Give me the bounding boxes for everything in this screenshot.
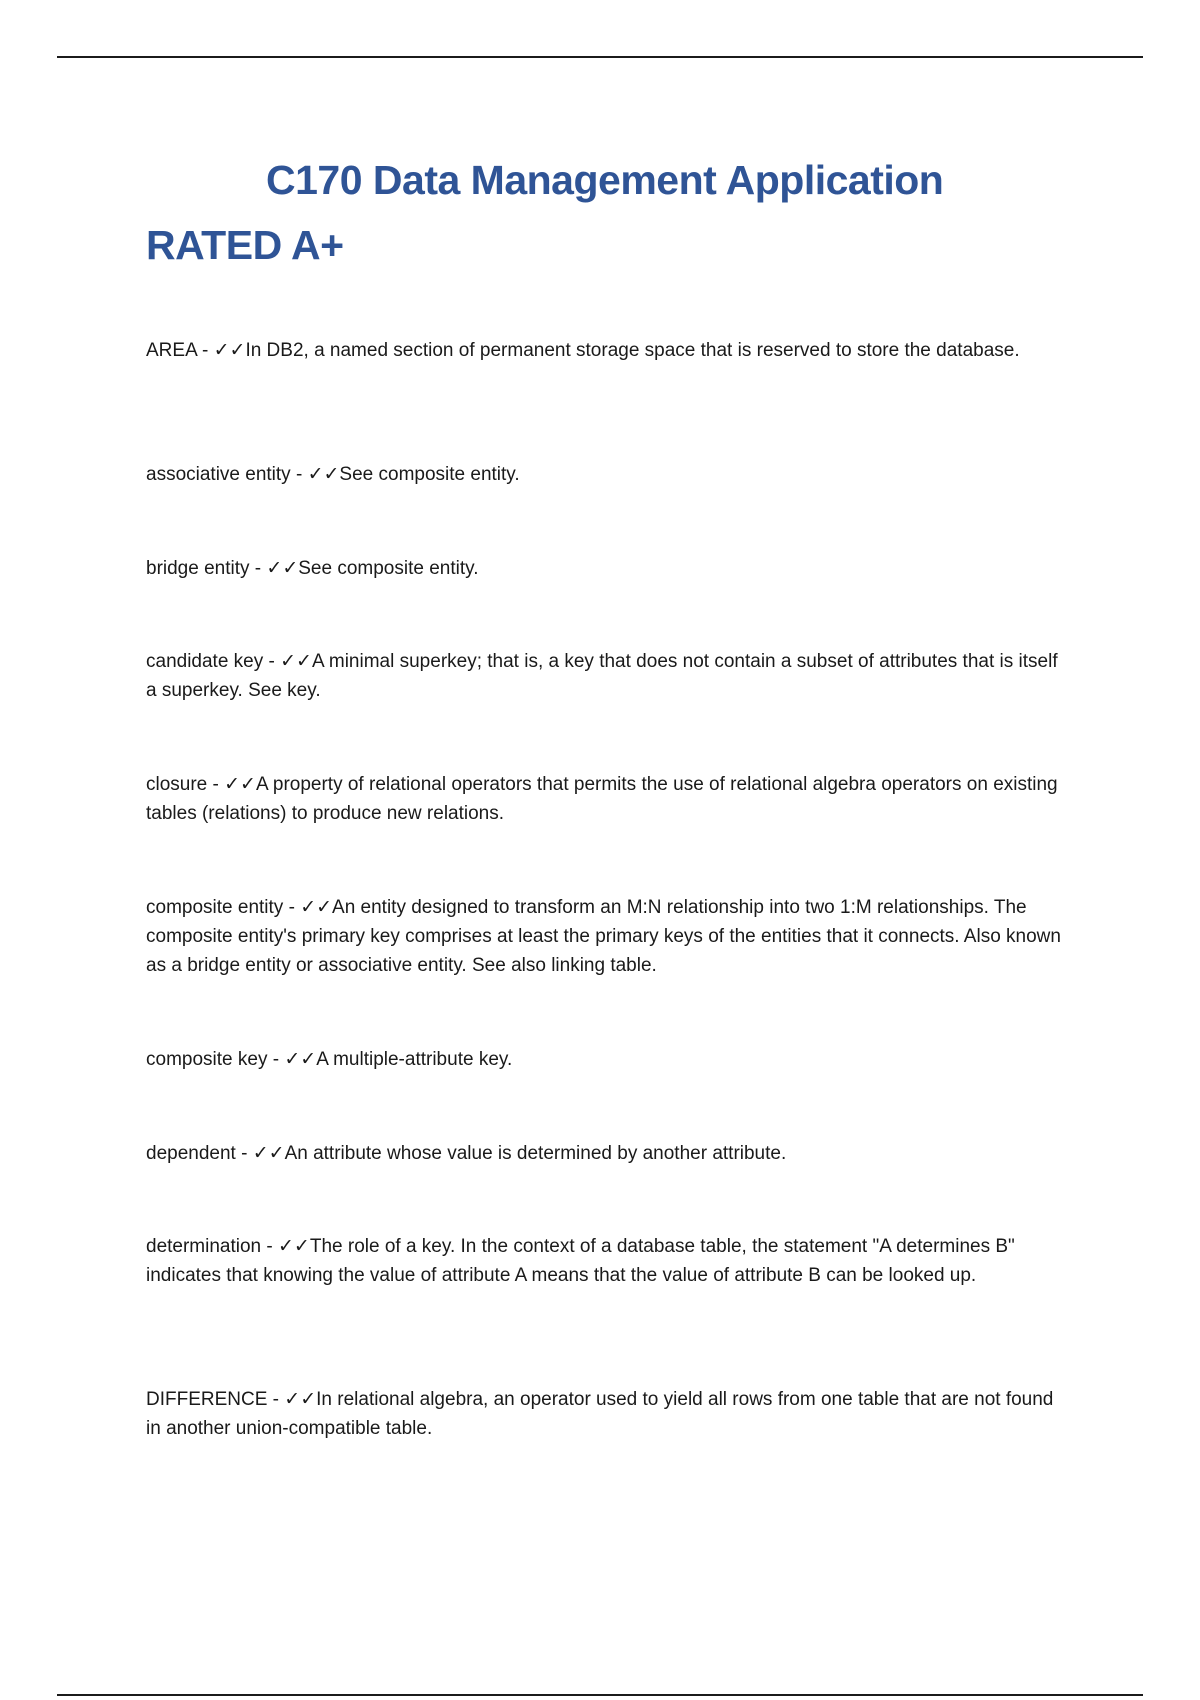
document-title — [146, 148, 1066, 278]
entry-separator: - — [267, 1049, 285, 1070]
entry-definition: See composite entity. — [339, 464, 520, 485]
check-marks-icon: ✓✓ — [280, 650, 312, 672]
check-marks-icon: ✓✓ — [284, 1048, 317, 1070]
entry-definition: A multiple-attribute key. — [316, 1049, 513, 1070]
entry-definition: A minimal superkey; that is, a key that does not contain a subset of attributes that is itself a superkey. See key. — [146, 651, 1058, 701]
entry-definition: In DB2, a named section of permanent storage space that is reserved to store the database. — [245, 340, 1020, 361]
check-marks-icon: ✓✓ — [284, 1388, 317, 1410]
glossary-entry — [146, 1139, 1066, 1168]
title-line-2: RATED A+ — [146, 222, 344, 268]
entry-term: dependent — [146, 1143, 236, 1164]
check-marks-icon: ✓✓ — [252, 1142, 285, 1164]
check-marks-icon: ✓✓ — [300, 896, 333, 918]
entry-term: composite key — [146, 1049, 268, 1070]
entry-separator: - — [283, 897, 301, 918]
glossary-entry — [146, 554, 1066, 583]
entry-separator: - — [207, 774, 225, 795]
entry-term: associative entity — [146, 464, 291, 485]
entry-term: AREA — [146, 340, 197, 361]
check-marks-icon: ✓✓ — [278, 1235, 310, 1257]
entry-term: composite entity — [146, 897, 284, 918]
check-marks-icon: ✓✓ — [266, 557, 299, 579]
entry-term: DIFFERENCE — [146, 1389, 268, 1410]
check-marks-icon: ✓✓ — [224, 773, 256, 795]
glossary-entry — [146, 460, 1066, 489]
top-rule — [57, 56, 1143, 58]
entry-definition: In relational algebra, an operator used to yield all rows from one table that are not found in another union-compatible table. — [146, 1389, 1054, 1439]
entry-separator: - — [249, 558, 267, 579]
entry-separator: - — [263, 651, 281, 672]
entry-term: candidate key — [146, 651, 264, 672]
glossary-entry — [146, 1385, 1066, 1443]
entry-term: bridge entity — [146, 558, 250, 579]
check-marks-icon: ✓✓ — [307, 463, 340, 485]
title-line-1: C170 Data Management Application — [266, 157, 944, 203]
bottom-rule — [57, 1694, 1143, 1696]
entry-separator: - — [261, 1236, 279, 1257]
entry-term: determination — [146, 1236, 262, 1257]
entry-definition: An entity designed to transform an M:N relationship into two 1:M relationships. The composite entity's primary key comprises at least the primary keys of the entities that it connects. Also known as a bridge entity or associative entity. See also linking table. — [146, 897, 1061, 976]
glossary-entry — [146, 1232, 1066, 1290]
entry-definition: See composite entity. — [298, 558, 479, 579]
entry-definition: A property of relational operators that permits the use of relational algebra operators on existing tables (relations) to produce new relations. — [146, 774, 1058, 824]
glossary-entry — [146, 770, 1066, 828]
entry-separator: - — [235, 1143, 253, 1164]
glossary-entry — [146, 647, 1066, 705]
entry-definition: The role of a key. In the context of a database table, the statement "A determines B" indicates that knowing the value of attribute A means that the value of attribute B can be looked up. — [146, 1236, 1015, 1286]
glossary-entry — [146, 336, 1066, 365]
entry-separator: - — [196, 340, 214, 361]
glossary-entry — [146, 893, 1066, 980]
entry-separator: - — [267, 1389, 285, 1410]
glossary-entry — [146, 1045, 1066, 1074]
entry-separator: - — [290, 464, 308, 485]
entry-term: closure — [146, 774, 208, 795]
check-marks-icon: ✓✓ — [213, 339, 246, 361]
entry-definition: An attribute whose value is determined by another attribute. — [284, 1143, 787, 1164]
